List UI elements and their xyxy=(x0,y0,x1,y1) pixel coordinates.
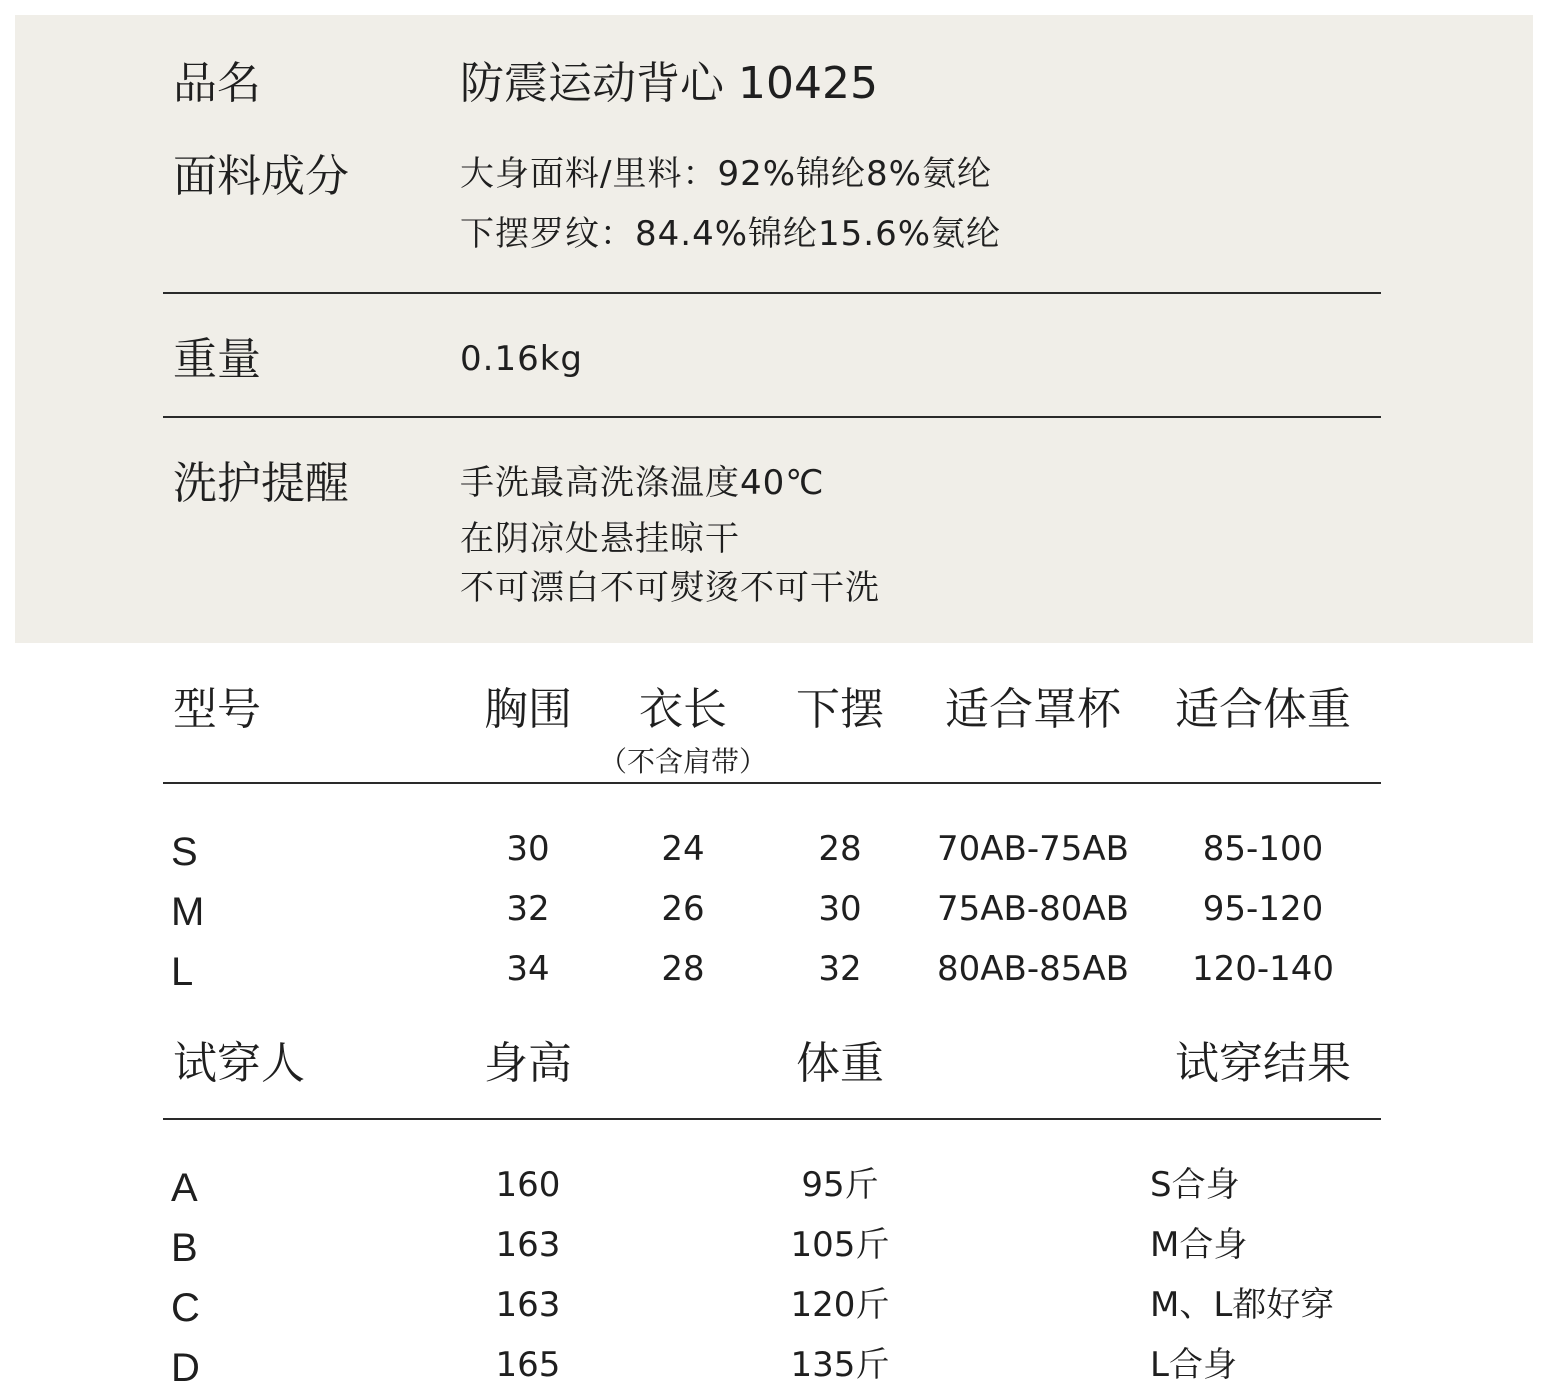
tester-cell: B xyxy=(171,1226,198,1270)
fabric-label: 面料成分 xyxy=(173,151,349,202)
height-cell: 165 xyxy=(495,1345,561,1385)
bust-cell: 32 xyxy=(506,889,550,929)
size-cell: S xyxy=(171,830,198,874)
hem-cell: 32 xyxy=(818,949,862,989)
length-cell: 28 xyxy=(661,949,705,989)
result-cell: M合身 xyxy=(1150,1225,1248,1265)
length-cell: 26 xyxy=(661,889,705,929)
size-table-header-length: 衣长 xyxy=(639,684,727,735)
divider xyxy=(163,416,1381,418)
bust-cell: 34 xyxy=(506,949,550,989)
divider xyxy=(163,292,1381,294)
fit-table-header-result: 试穿结果 xyxy=(1175,1038,1351,1089)
divider xyxy=(163,782,1381,784)
tester-cell: C xyxy=(171,1286,200,1330)
divider xyxy=(163,1118,1381,1120)
result-cell: L合身 xyxy=(1150,1345,1237,1385)
weight-cell: 120-140 xyxy=(1191,949,1335,989)
cup-cell: 70AB-75AB xyxy=(937,829,1129,869)
result-cell: S合身 xyxy=(1150,1165,1240,1205)
length-cell: 24 xyxy=(661,829,705,869)
size-table-header-cup: 适合罩杯 xyxy=(945,684,1121,735)
size-cell: M xyxy=(171,890,205,934)
size-table-length-note: （不含肩带） xyxy=(598,745,768,778)
product-info-panel xyxy=(15,15,1533,643)
height-cell: 163 xyxy=(495,1285,561,1325)
result-cell: M、L都好穿 xyxy=(1150,1285,1335,1325)
care-line-3: 不可漂白不可熨烫不可干洗 xyxy=(460,568,880,608)
height-cell: 163 xyxy=(495,1225,561,1265)
care-line-1: 手洗最高洗涤温度40℃ xyxy=(460,463,825,503)
product-name-label: 品名 xyxy=(173,58,261,109)
tester-cell: A xyxy=(171,1166,198,1210)
fit-table-header-tester: 试穿人 xyxy=(173,1038,305,1089)
size-table-header-hem: 下摆 xyxy=(796,684,884,735)
weight-cell: 85-100 xyxy=(1202,829,1324,869)
weight-value: 0.16kg xyxy=(460,339,583,379)
size-cell: L xyxy=(171,950,194,994)
care-line-2: 在阴凉处悬挂晾干 xyxy=(460,519,740,559)
weight-cell: 105斤 xyxy=(790,1225,890,1265)
size-table-header-weight: 适合体重 xyxy=(1175,684,1351,735)
fabric-line-2: 下摆罗纹：84.4%锦纶15.6%氨纶 xyxy=(460,214,1002,254)
height-cell: 160 xyxy=(495,1165,561,1205)
hem-cell: 30 xyxy=(818,889,862,929)
weight-cell: 135斤 xyxy=(790,1345,890,1385)
bust-cell: 30 xyxy=(506,829,550,869)
weight-label: 重量 xyxy=(173,334,261,385)
fabric-line-1: 大身面料/里料：92%锦纶8%氨纶 xyxy=(460,154,992,194)
weight-cell: 95-120 xyxy=(1202,889,1324,929)
cup-cell: 75AB-80AB xyxy=(937,889,1129,929)
care-label: 洗护提醒 xyxy=(173,458,349,509)
weight-cell: 120斤 xyxy=(790,1285,890,1325)
product-name-value: 防震运动背心 10425 xyxy=(460,58,878,109)
size-table-header-model: 型号 xyxy=(173,684,261,735)
cup-cell: 80AB-85AB xyxy=(937,949,1129,989)
tester-cell: D xyxy=(171,1346,200,1390)
hem-cell: 28 xyxy=(818,829,862,869)
fit-table-header-height: 身高 xyxy=(484,1038,572,1089)
fit-table-header-weight: 体重 xyxy=(796,1038,884,1089)
size-table-header-bust: 胸围 xyxy=(484,684,572,735)
weight-cell: 95斤 xyxy=(801,1165,879,1205)
